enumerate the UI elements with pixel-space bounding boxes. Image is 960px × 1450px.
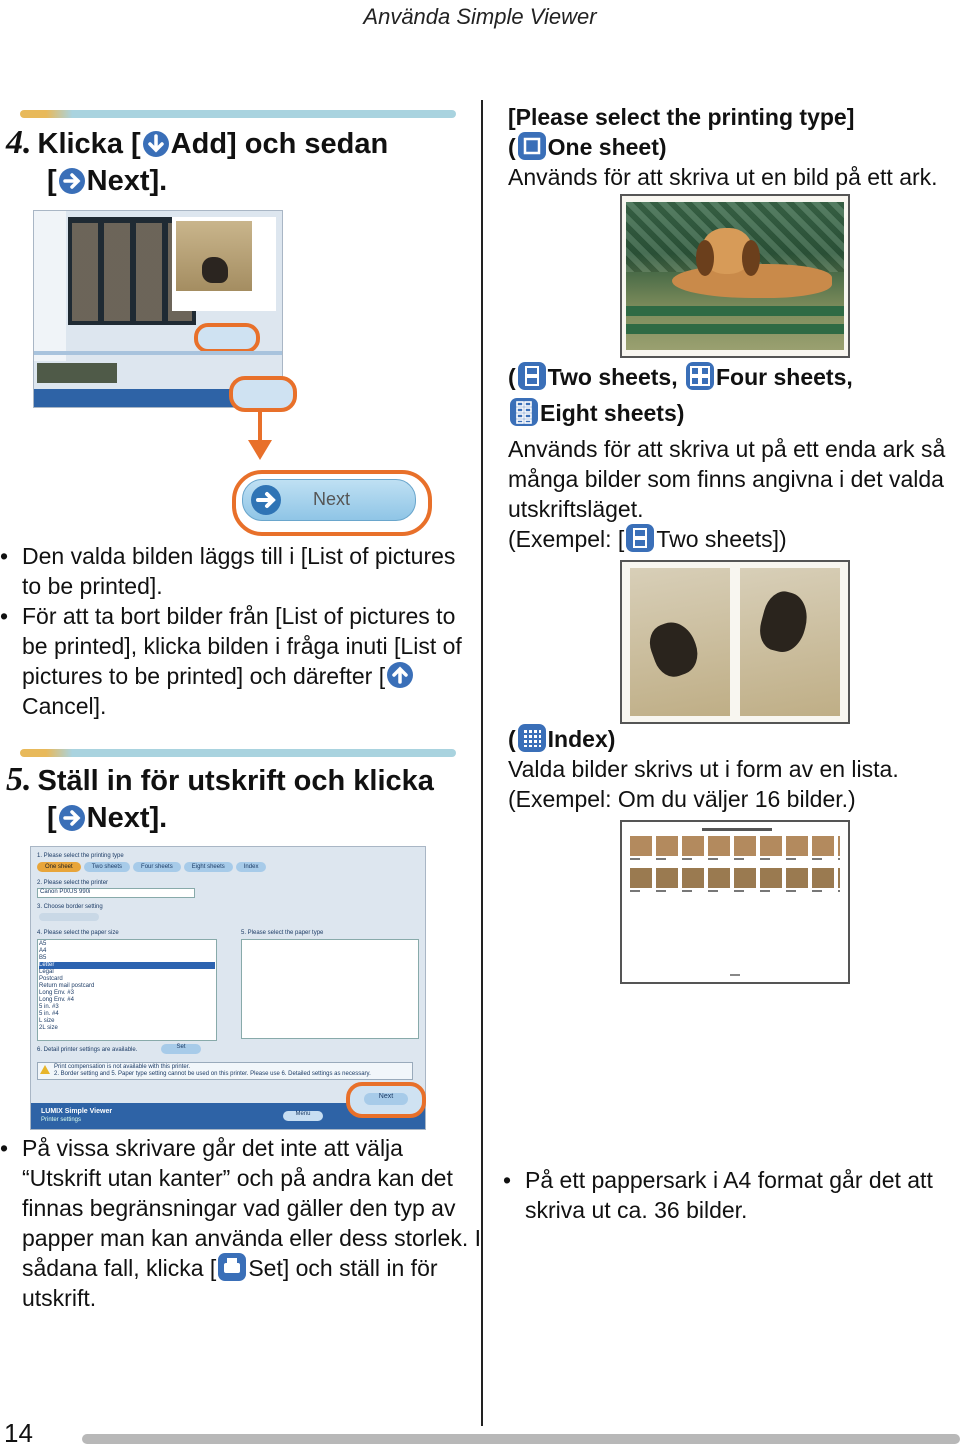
four-sheets-icon [686, 362, 714, 390]
tab-two-sheets[interactable]: Two sheets [84, 862, 130, 872]
multi-sheet-heading: ( Two sheets, Four sheets, [508, 364, 853, 390]
preview-panel [172, 217, 276, 311]
set-button[interactable]: Set [161, 1044, 201, 1054]
step-bar [20, 749, 456, 757]
arrow-shaft [258, 408, 262, 444]
step-number: 5. [6, 761, 32, 798]
one-sheet-icon [518, 132, 546, 160]
index-heading: ( Index) [508, 726, 616, 752]
multi-sheet-description: Används för att skriva ut på ett enda ark så många bilder som finns angivna i det valda utskriftsläget. [508, 436, 946, 522]
two-sheets-example-image [620, 560, 850, 724]
multi-sheet-example: (Exempel: [ Two sheets]) [508, 526, 787, 552]
page-header: Använda Simple Viewer [363, 4, 597, 29]
setting-label: 5. Please select the paper type [241, 930, 324, 936]
list-item: • Den valda bilden läggs till i [List of pictures to be printed]. [0, 541, 470, 601]
list-of-pictures [37, 363, 117, 383]
footer-bar [82, 1434, 960, 1444]
paper-type-list[interactable] [241, 939, 419, 1039]
tab-one-sheet[interactable]: One sheet [37, 862, 81, 872]
step-bar [20, 110, 456, 118]
index-description: Valda bilder skrivs ut i form av en lista. [508, 756, 899, 782]
print-type-tabs [37, 862, 266, 872]
two-sheets-icon [626, 524, 654, 552]
index-icon [518, 724, 546, 752]
one-sheet-heading: ( One sheet) [508, 134, 667, 160]
eight-sheets-heading: Eight sheets) [508, 398, 960, 428]
a4-note: • På ett pappersark i A4 format går det att skriva ut ca. 36 bilder. [503, 1165, 960, 1225]
printer-note: • På vissa skrivare går det inte att välja “Utskrift utan kanter” och på andra kan det finnas begränsningar vad gäller den typ av papper man kan använda eller dess storlek. I sådana fall, klicka [ Set] och ställ in för utskrift. [0, 1133, 487, 1313]
next-button-highlight[interactable] [346, 1082, 426, 1118]
step-5-heading [6, 761, 476, 837]
warning-box: Print compensation is not available with this printer. 2. Border setting and 5. Paper type setting cannot be used on this printer. Please use 6. Detailed settings as necessary. [37, 1062, 413, 1080]
setting-label: 6. Detail printer settings are available. [37, 1047, 138, 1053]
next-label: Next [313, 489, 351, 509]
warning-icon [40, 1065, 50, 1074]
step-number: 4. [6, 124, 32, 161]
brand-bar: LUMIX Simple Viewer Printer settings Menu [31, 1103, 425, 1129]
step-text: [ [47, 802, 57, 834]
next-icon [251, 485, 281, 515]
one-sheet-description: Används för att skriva ut en bild på ett ark. [508, 164, 938, 190]
two-sheets-icon [518, 362, 546, 390]
tab-four-sheets[interactable]: Four sheets [133, 862, 181, 872]
step-text: Add] och sedan [170, 128, 389, 160]
next-button-highlight [229, 376, 297, 412]
step-4-heading [6, 124, 466, 200]
cancel-icon [387, 662, 413, 688]
menu-button[interactable]: Menu [283, 1111, 323, 1121]
border-toggle[interactable] [39, 913, 99, 921]
setting-label: 3. Choose border setting [37, 904, 103, 910]
index-example-image [620, 820, 850, 984]
next-icon [59, 168, 85, 194]
step-text: Next]. [86, 802, 168, 834]
sidebar [34, 211, 66, 361]
tab-eight-sheets[interactable]: Eight sheets [184, 862, 233, 872]
printer-select[interactable]: Canon PIXUS 990i [37, 888, 195, 898]
next-callout [232, 470, 432, 536]
step-text: [ [47, 165, 57, 197]
left-bullets [0, 541, 470, 721]
setting-label: 4. Please select the paper size [37, 930, 119, 936]
setting-label: 2. Please select the printer [37, 880, 109, 886]
page-number: 14 [4, 1418, 33, 1448]
next-button[interactable] [242, 479, 416, 521]
eight-sheets-icon [510, 398, 538, 426]
list-item: • För att ta bort bilder från [List of pictures to be printed], klicka bilden i fråga inuti [List of pictures to be printed] och därefter [ Cancel]. [0, 601, 470, 721]
index-example: (Exempel: Om du väljer 16 bilder.) [508, 786, 856, 812]
paper-size-list[interactable]: A5 A4 B5 Letter Legal Postcard Return mail postcard Long Env. #3 Long Env. #4 5 in. #3 5 in. #4 L size 2L size [37, 939, 217, 1041]
setting-label: 1. Please select the printing type [37, 853, 124, 859]
add-icon [143, 131, 169, 157]
step-text: Klicka [ [37, 128, 141, 160]
one-sheet-example-image [620, 194, 850, 358]
tab-index[interactable]: Index [236, 862, 267, 872]
step-text: Next]. [86, 165, 168, 197]
next-icon [59, 805, 85, 831]
set-icon [218, 1253, 246, 1281]
next-label: Next [364, 1093, 408, 1105]
step-text: Ställ in för utskrift och klicka [37, 765, 434, 797]
add-button-highlight[interactable] [194, 323, 260, 353]
print-type-title: [Please select the printing type] [508, 104, 855, 130]
arrow-down-icon [248, 440, 272, 460]
